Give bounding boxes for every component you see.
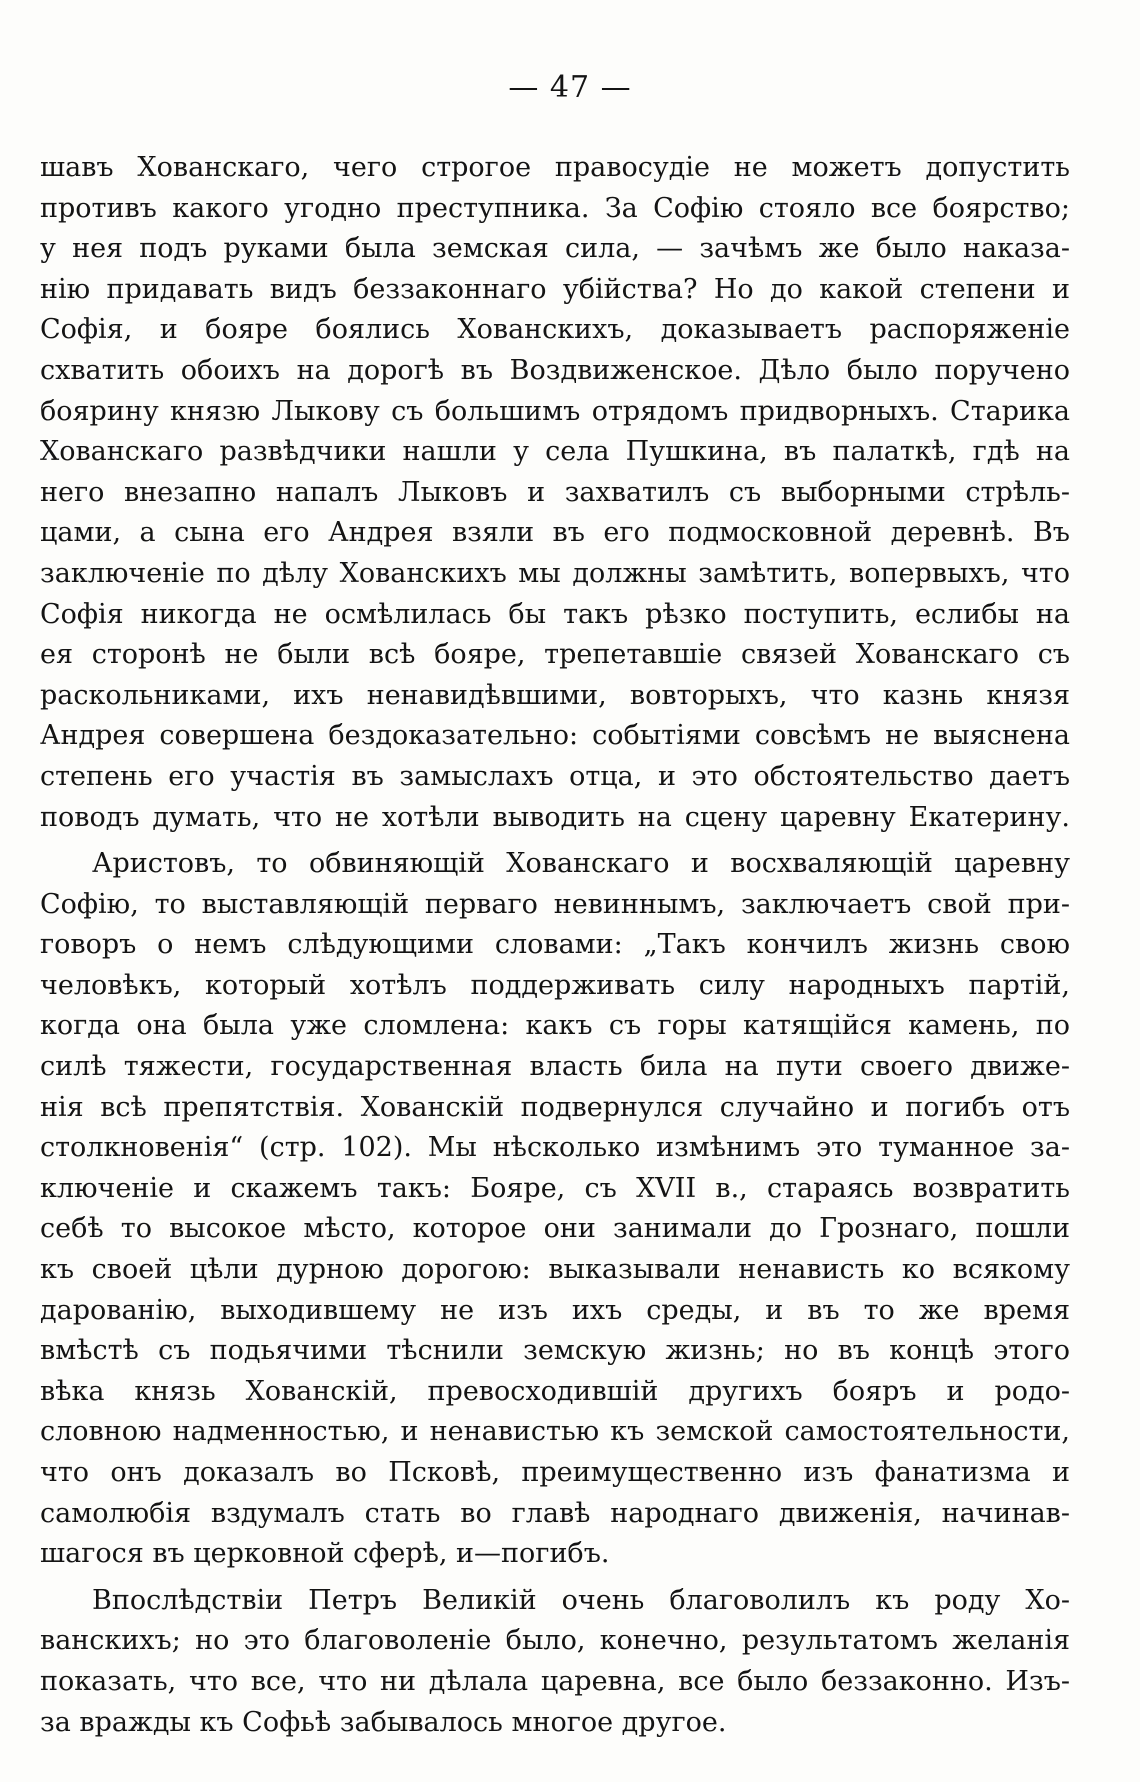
paragraph-3 [40, 1581, 1070, 1743]
text-line: ванскихъ; но это благоволеніе было, конечно, результатомъ желанія [40, 1625, 1070, 1657]
text-line: Аристовъ, то обвиняющій Хованскаго и восхваляющій царевну [92, 848, 1070, 880]
text-line: нію придавать видъ беззаконнаго убійства? Но до какой степени и [40, 273, 1070, 305]
text-line: когда она была уже сломлена: какъ съ горы катящійся камень, по [40, 1010, 1070, 1042]
text-line: Софію, то выставляющій перваго невиннымъ, заключаетъ свой при- [40, 888, 1070, 920]
text-line: самолюбія вздумалъ стать во главѣ народнаго движенія, начинав- [40, 1497, 1070, 1529]
text-line: показать, что все, что ни дѣлала царевна, все было беззаконно. Изъ- [40, 1665, 1070, 1697]
text-line: него внезапно напалъ Лыковъ и захватилъ съ выборными стрѣль- [40, 476, 1070, 508]
text-line: боярину князю Лыкову съ большимъ отрядомъ придворныхъ. Старика [40, 395, 1070, 427]
text-line: шагося въ церковной сферѣ, и—погибъ. [40, 1538, 610, 1570]
text-line: ключеніе и скажемъ такъ: Бояре, съ XVII в., стараясь возвратить [40, 1172, 1070, 1204]
text-line: у нея подъ руками была земская сила, — зачѣмъ же было наказа- [40, 233, 1070, 265]
text-line: Софія никогда не осмѣлилась бы такъ рѣзко поступить, еслибы на [40, 598, 1070, 630]
paragraph-2 [40, 844, 1070, 1575]
page-number: — 47 — [508, 70, 632, 105]
text-line: шавъ Хованскаго, чего строгое правосудіе не можетъ допустить [40, 152, 1070, 183]
text-line: поводъ думать, что не хотѣли выводить на сцену царевну Екатерину. [40, 801, 1070, 833]
text-line: силѣ тяжести, государственная власть била на пути своего движе- [40, 1051, 1070, 1083]
text-line: ея сторонѣ не были всѣ бояре, трепетавшіе связей Хованскаго съ [40, 639, 1070, 671]
text-line: за вражды къ Софьѣ забывалось многое другое. [40, 1706, 727, 1738]
text-line: Софія, и бояре боялись Хованскихъ, доказываетъ распоряженіе [40, 314, 1070, 346]
text-line: Хованскаго развѣдчики нашли у села Пушкина, въ палаткѣ, гдѣ на [40, 436, 1070, 468]
text-line: вмѣстѣ съ подьячими тѣснили земскую жизнь; но въ концѣ этого [40, 1335, 1070, 1367]
text-line: степень его участія въ замыслахъ отца, и это обстоятельство даетъ [40, 760, 1070, 792]
text-line: Андрея совершена бездоказательно: событіями совсѣмъ не выяснена [40, 720, 1070, 752]
text-line: человѣкъ, который хотѣлъ поддерживать силу народныхъ партій, [40, 969, 1070, 1001]
text-line: цами, а сына его Андрея взяли въ его подмосковной деревнѣ. Въ [40, 517, 1070, 549]
text-line: противъ какого угодно преступника. За Софію стояло все боярство; [40, 192, 1070, 224]
paragraph-1 [40, 148, 1070, 838]
text-line: себѣ то высокое мѣсто, которое они занимали до Грознаго, пошли [40, 1213, 1070, 1245]
text-line: заключеніе по дѣлу Хованскихъ мы должны замѣтить, вопервыхъ, что [40, 557, 1070, 589]
text-line: нія всѣ препятствія. Хованскій подвернулся случайно и погибъ отъ [40, 1091, 1070, 1123]
text-line: дарованію, выходившему не изъ ихъ среды, и въ то же время [40, 1294, 1070, 1326]
text-line: схватить обоихъ на дорогѣ въ Воздвиженское. Дѣло было поручено [40, 354, 1070, 386]
text-line: столкновенія“ (стр. 102). Мы нѣсколько измѣнимъ это туманное за- [40, 1132, 1070, 1164]
text-line: къ своей цѣли дурною дорогою: выказывали ненависть ко всякому [40, 1254, 1070, 1286]
text-line: Впослѣдствіи Петръ Великій очень благоволилъ къ роду Хо- [92, 1584, 1070, 1616]
text-column [40, 148, 1070, 1743]
text-line: раскольниками, ихъ ненавидѣвшими, вовторыхъ, что казнь князя [40, 679, 1070, 711]
text-line: словною надменностью, и ненавистью къ земской самостоятельности, [40, 1416, 1070, 1448]
text-line: говоръ о немъ слѣдующими словами: „Такъ кончилъ жизнь свою [40, 929, 1070, 961]
text-line: что онъ доказалъ во Псковѣ, преимущественно изъ фанатизма и [40, 1457, 1070, 1488]
text-line: вѣка князь Хованскій, превосходившій другихъ бояръ и родо- [40, 1375, 1070, 1407]
